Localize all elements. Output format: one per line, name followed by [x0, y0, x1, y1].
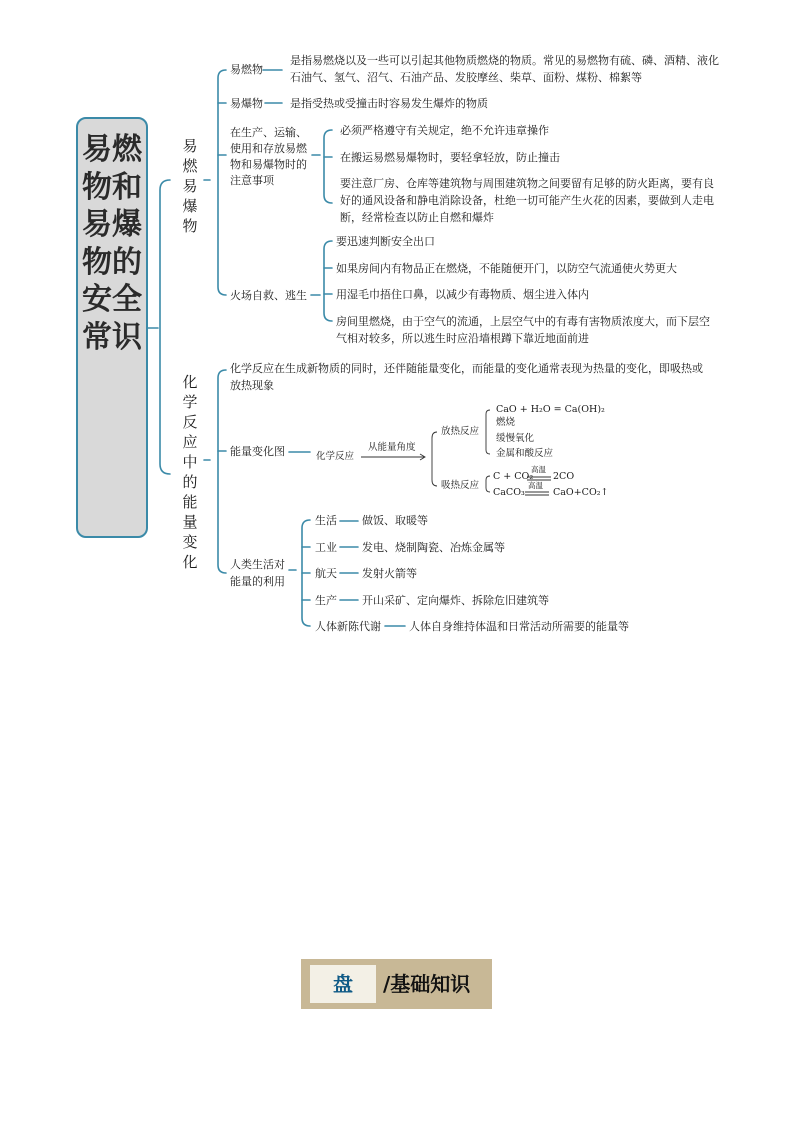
section-title-energy: 化学反应中的能量变化	[182, 373, 198, 571]
section-footer-banner	[301, 959, 492, 1009]
usage-key: 生产	[315, 594, 337, 607]
escape-item: 如果房间内有物品正在燃烧，不能随便开门，以防空气流通使火势更大	[336, 262, 677, 275]
endo-eq1-right: 2CO	[553, 471, 575, 482]
endo-eq2-left: CaCO₃	[493, 487, 525, 498]
energy-intro: 化学反应在生成新物质的同时，还伴随能量变化，而能量的变化通常表现为热量的变化，即吸热或放热现象	[230, 362, 703, 392]
endo-label: 吸热反应	[441, 480, 480, 491]
usage-key: 航天	[315, 567, 337, 580]
exo-item: 缓慢氧化	[496, 433, 535, 444]
exo-item: 燃烧	[496, 417, 516, 428]
notes-item: 必须严格遵守有关规定，绝不允许违章操作	[340, 124, 549, 137]
footer-title: /基础知识	[383, 972, 471, 996]
yiranwu-desc: 是指易燃烧以及一些可以引起其他物质燃烧的物质。常见的易燃物有硫、磷、酒精、液化石油气、氢气、沼气、石油产品、发胶摩丝、柴草、面粉、煤粉、棉絮等	[290, 54, 719, 84]
endo-eq2-right: CaO+CO₂↑	[553, 487, 609, 498]
exo-item: CaO + H₂O = Ca(OH)₂	[496, 404, 605, 415]
yibaowu-desc: 是指受热或受撞击时容易发生爆炸的物质	[290, 97, 488, 110]
node-energy-diagram: 能量变化图	[230, 445, 285, 458]
notes-item: 在搬运易燃易爆物时，要轻拿轻放，防止撞击	[340, 151, 560, 164]
usage-value: 开山采矿、定向爆炸、拆除危旧建筑等	[362, 594, 549, 607]
notes-item: 要注意厂房、仓库等建筑物与周围建筑物之间要留有足够的防火距离，要有良好的通风设备和静电消除设备，杜绝一切可能产生火花的因素，要做到人走电断，经常检查以防止自燃和爆炸	[340, 177, 714, 224]
section-title-flammable: 易燃易爆物	[182, 137, 198, 235]
endo-eq1-left: C + CO₂	[493, 471, 534, 482]
usage-key: 生活	[315, 514, 337, 527]
escape-item: 要迅速判断安全出口	[336, 235, 435, 248]
footer-key-label: 盘	[310, 965, 376, 1003]
usage-value: 发电、烧制陶瓷、冶炼金属等	[362, 541, 505, 554]
exo-label: 放热反应	[441, 426, 480, 437]
endo-eq2-cond: 高温	[528, 481, 543, 490]
exo-item: 金属和酸反应	[496, 448, 554, 459]
usage-value: 发射火箭等	[362, 567, 417, 580]
usage-key: 工业	[315, 541, 337, 554]
endo-eq1-cond: 高温	[531, 465, 546, 474]
diagram-center: 化学反应	[316, 451, 355, 462]
node-yiranwu: 易燃物	[230, 63, 263, 76]
escape-item: 用湿毛巾捂住口鼻，以减少有毒物质、烟尘进入体内	[336, 288, 589, 301]
escape-item: 房间里燃烧，由于空气的流通，上层空气中的有毒有害物质浓度大，而下层空气相对较多，所以逃生时应沿墙根蹲下靠近地面前进	[336, 315, 710, 345]
root-title: 易燃物和易爆物的安全常识	[82, 132, 142, 355]
node-escape: 火场自救、逃生	[230, 289, 307, 302]
node-energy-usage: 人类生活对能量的利用	[230, 558, 285, 588]
usage-value: 做饭、取暖等	[362, 514, 428, 527]
usage-key: 人体新陈代谢	[315, 620, 381, 633]
root-topic	[76, 117, 148, 538]
usage-value: 人体自身维持体温和日常活动所需要的能量等	[409, 620, 629, 633]
diagram-arrow-label: 从能量角度	[368, 442, 416, 453]
node-yibaowu: 易爆物	[230, 97, 263, 110]
node-notes: 在生产、运输、使用和存放易燃物和易爆物时的注意事项	[230, 126, 307, 187]
